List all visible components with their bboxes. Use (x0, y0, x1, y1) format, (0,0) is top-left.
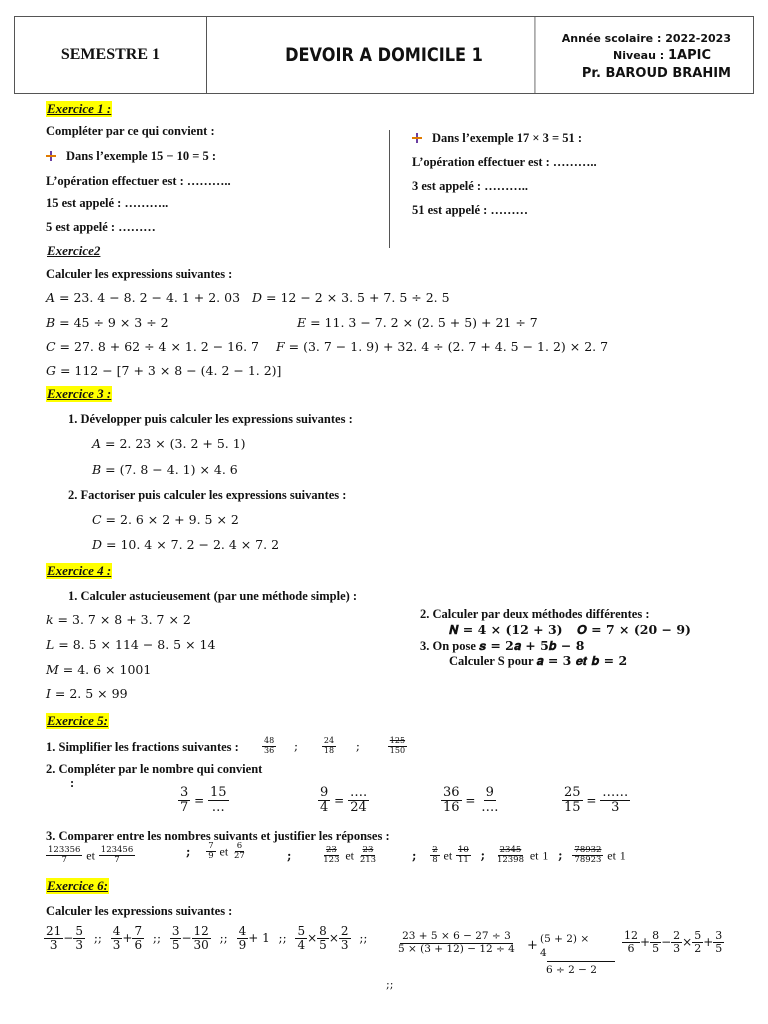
fraction: $\frac{48}{36}$ (264, 736, 275, 755)
column-divider (389, 130, 390, 248)
ex4-expr-M: 𝑀 = 4. 6 × 1001 (46, 662, 152, 677)
ex4-expr-I: 𝐼 = 2. 5 × 99 (46, 686, 128, 701)
ex1-left-line-2: L’opération effectuer est : ……….. (46, 174, 231, 188)
ex6-expression-7: $\frac{12}{6}$ + $\frac{8}{5}$ − $\frac{2}{3}$ × $\frac{5}{2}$ + $\frac{3}{5}$ (624, 929, 723, 956)
page-title: DEVOIR A DOMICILE 1 (233, 17, 535, 93)
ex3-expr-C: 𝐶 = 2. 6 × 2 + 9. 5 × 2 (92, 512, 239, 527)
fraction: $\frac{21}{3}$ (46, 924, 62, 953)
ex3-question-2: 2. Factoriser puis calculer les expressions suivantes : (68, 488, 347, 502)
ex3-question-1: 1. Développer puis calculer les expressions suivantes : (68, 412, 353, 426)
fraction: $\frac{24}{18}$ (323, 736, 335, 755)
ex6-complex-bottom: 6 ÷ 2 − 2 (546, 964, 597, 976)
ex6-complex-fraction-1: $\frac{23 + 5 \times 6 - 27 \div 3}{5 \times (3 + 12) - 12 \div 4}$ (398, 930, 515, 955)
exercise-5-title: Exercice 5: (47, 713, 109, 728)
exercise-2-intro: Calculer les expressions suivantes : (46, 267, 233, 281)
ex4-expr-L: 𝐿 = 8. 5 × 114 − 8. 5 × 14 (46, 637, 216, 652)
ex3-expr-B: 𝐵 = (7. 8 − 4. 1) × 4. 6 (92, 462, 238, 477)
ex1-right-line-4: 51 est appelé : ……… (412, 203, 528, 217)
expr-A: 𝐴 = 23. 4 − 8. 2 − 4. 1 + 2. 03 (46, 290, 241, 305)
exercise-1-title: Exercice 1 : (47, 101, 112, 116)
exercise-3-title: Exercice 3 : (47, 386, 112, 401)
level-label: Niveau : (613, 48, 665, 62)
header-info (562, 17, 753, 93)
ex5-question-3: 3. Comparer entre les nombres suivants et justifier les réponses : (46, 829, 390, 843)
ex3-expr-D: 𝐷 = 10. 4 × 7. 2 − 2. 4 × 7. 2 (92, 537, 280, 552)
expr-D: 𝐷 = 12 − 2 × 3. 5 + 7. 5 ÷ 2. 5 (252, 290, 450, 305)
ex5-compare-3: ; $\frac{23}{123}$ et $\frac{23}{213}$ (287, 845, 377, 866)
ex1-left-line-3: 15 est appelé : ……….. (46, 196, 169, 210)
ex5-question-1: 1. Simplifier les fractions suivantes : (46, 740, 239, 754)
ex4-expr-N: 𝑵 = 𝟒 × (𝟏𝟐 + 𝟑) (449, 622, 563, 637)
expr-C: 𝐶 = 27. 8 + 62 ÷ 4 × 1. 2 − 16. 7 (46, 339, 259, 354)
bullet-icon (46, 151, 56, 161)
fraction: $\frac{5}{3}$ (75, 924, 83, 953)
ex1-left-line-1: Dans l’exemple 15 − 10 = 5 : (46, 149, 216, 164)
ex1-right-line-2: L’opération effectuer est : ……….. (412, 155, 597, 169)
fraction-bar (547, 961, 615, 962)
ex6-trailing-sep: ;; (386, 978, 394, 991)
school-year: Année scolaire : 2022-2023 (561, 31, 731, 45)
bullet-icon (412, 133, 422, 143)
expr-E: 𝐸 = 11. 3 − 7. 2 × (2. 5 + 5) + 21 ÷ 7 (297, 315, 538, 330)
exercise-4-title: Exercice 4 : (47, 563, 112, 578)
level-value: 1APIC (667, 47, 711, 63)
header-table (14, 16, 754, 94)
exercise-2-title: Exercice2 (47, 243, 101, 258)
ex5-eq-1: $\frac{3}{7}$ = $\frac{15}{\dots}$ (180, 785, 227, 816)
ex5-compare-4: ; $\frac{2}{8}$ et $\frac{10}{11}$ ; $\frac{2345}{12398}$ et 1 ; $\frac{78932}{78923}$ et 1 (412, 845, 626, 866)
ex4-question-3: 3. On pose 𝒔 = 𝟐𝒂 + 𝟓𝒃 − 𝟖 (420, 638, 585, 653)
exercise-6-intro: Calculer les expressions suivantes : (46, 904, 233, 918)
ex5-compare-1: $\frac{123356}{7}$ et $\frac{123456}{7}$ (48, 845, 134, 866)
expr-B: 𝐵 = 45 ÷ 9 × 3 ÷ 2 (46, 315, 169, 330)
ex6-expressions: $\frac{21}{3}$ − $\frac{5}{3}$ ;; $\frac{4}{3}$ + $\frac{7}{6}$ ;; $\frac{3}{5}$ − $\frac{12}{30}$ ;; $\frac{4}{9}$ + 1 ;; $\frac{5}{4}$ × $\frac{8}{5}$ × $\frac{2}{3}$ ;; (46, 924, 368, 953)
ex1-left-line-4: 5 est appelé : ……… (46, 220, 156, 234)
level (613, 48, 711, 63)
teacher-name: Pr. BAROUD BRAHIM (581, 65, 731, 81)
ex4-question-1: 1. Calculer astucieusement (par une méthode simple) : (68, 589, 358, 603)
ex5-question-2-colon: : (70, 776, 75, 790)
fraction: $\frac{125}{150}$ (389, 736, 406, 755)
ex6-complex-top: (5 + 2) × (540, 933, 590, 945)
ex6-plus: + (527, 938, 538, 953)
exercise-6-title: Exercice 6: (47, 878, 109, 893)
ex1-right-line-1: Dans l’exemple 17 × 3 = 51 : (412, 131, 582, 146)
ex1-right-line-3: 3 est appelé : ……….. (412, 179, 528, 193)
ex4-question-3b: Calculer S pour 𝒂 = 𝟑 𝒆𝒕 𝒃 = 𝟐 (449, 653, 628, 668)
exercise-1-intro: Compléter par ce qui convient : (46, 124, 215, 138)
semester-label: SEMESTRE 1 (15, 17, 207, 93)
expr-F: 𝐹 = (3. 7 − 1. 9) + 32. 4 ÷ (2. 7 + 4. 5 − 1. 2) × 2. 7 (276, 339, 609, 354)
ex5-question-2: 2. Compléter par le nombre qui convient (46, 762, 263, 776)
expr-G: 𝐺 = 112 − [7 + 3 × 8 − (4. 2 − 1. 2)] (46, 363, 282, 378)
ex4-expr-O: 𝑶 = 𝟕 × (𝟐𝟎 − 𝟗) (577, 622, 691, 637)
ex3-expr-A: 𝐴 = 2. 23 × (3. 2 + 5. 1) (92, 436, 246, 451)
ex5-eq-2: $\frac{9}{4}$ = $\frac{\dots.}{24}$ (320, 785, 368, 816)
ex5-compare-2: ; $\frac{7}{9}$ et $\frac{6}{27}$ (186, 841, 245, 862)
ex4-expr-k: 𝑘 = 3. 7 × 8 + 3. 7 × 2 (46, 612, 191, 627)
ex5-q1-fractions: $\frac{48}{36}$ ; $\frac{24}{18}$ ; $\frac{125}{150}$ (264, 736, 406, 755)
ex5-eq-4: $\frac{25}{15}$ = $\frac{\dots\dots}{3}$ (564, 785, 629, 816)
ex6-complex-top-b: 4 (540, 947, 547, 959)
ex5-eq-3: $\frac{36}{16}$ = $\frac{9}{\dots.}$ (443, 785, 499, 816)
ex4-question-2: 2. Calculer par deux méthodes différentes : (420, 607, 650, 621)
